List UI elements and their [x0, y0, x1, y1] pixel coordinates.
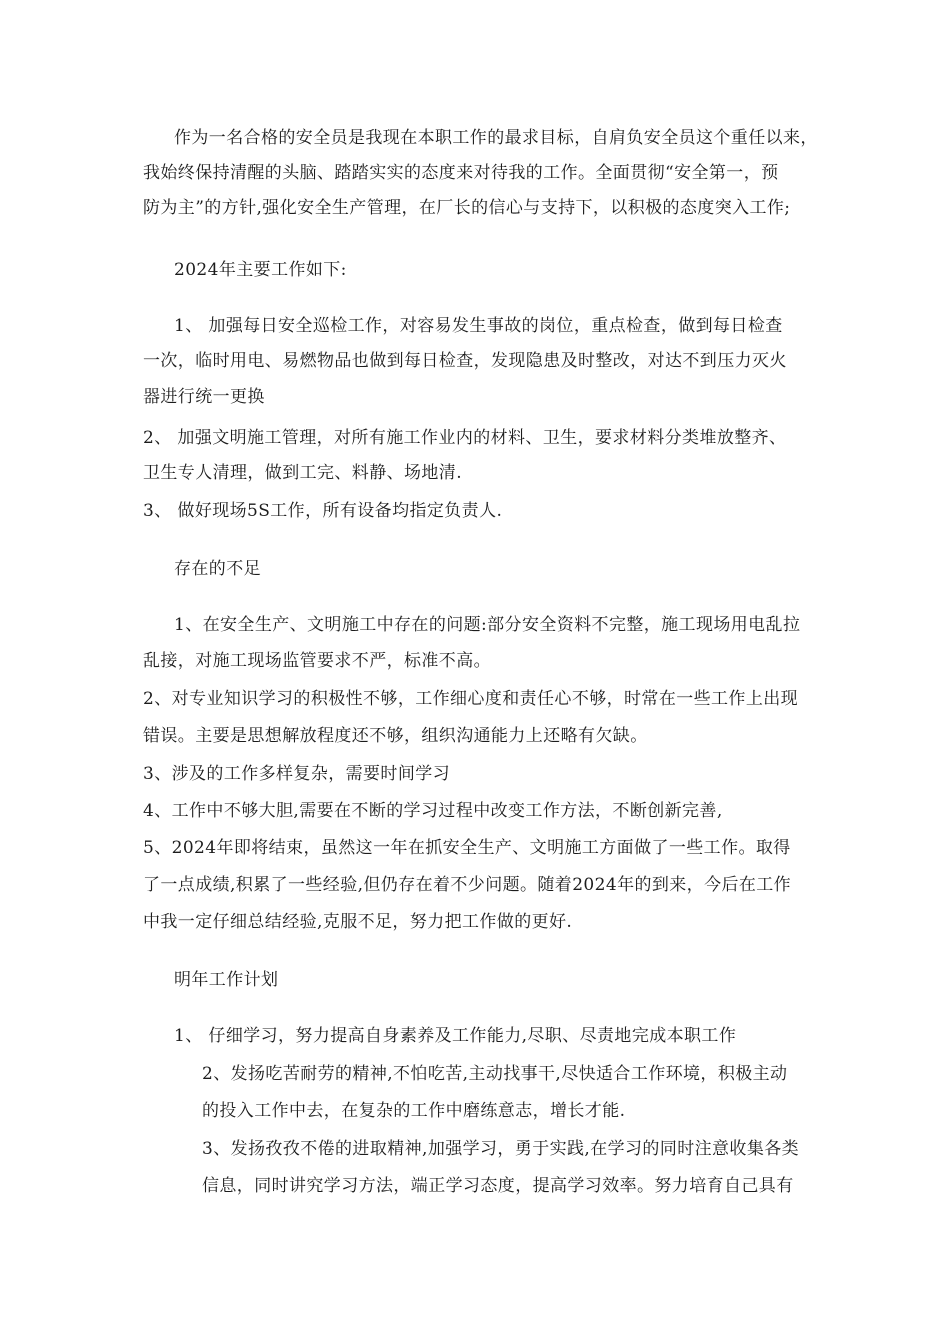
- main-work-item-line: 3、 做好现场5S工作，所有设备均指定负责人.: [143, 501, 503, 521]
- main-work-item-line: 卫生专人清理，做到工完、料静、场地清.: [143, 463, 463, 483]
- section-heading-main-work: 2024年主要工作如下:: [174, 260, 347, 280]
- shortcoming-item-line: 乱接，对施工现场监管要求不严，标准不高。: [143, 651, 491, 671]
- shortcoming-item-line: 了一点成绩,积累了一些经验,但仍存在着不少问题。随着2024年的到来，今后在工作: [143, 875, 792, 895]
- intro-line: 作为一名合格的安全员是我现在本职工作的最求目标，自肩负安全员这个重任以来，: [174, 128, 818, 148]
- plan-item-line: 的投入工作中去，在复杂的工作中磨练意志，增长才能.: [202, 1101, 626, 1121]
- plan-item-line: 3、发扬孜孜不倦的进取精神,加强学习，勇于实践,在学习的同时注意收集各类: [202, 1139, 800, 1159]
- main-work-item-line: 2、 加强文明施工管理，对所有施工作业内的材料、卫生，要求材料分类堆放整齐、: [143, 428, 787, 448]
- intro-line: 防为主”的方针,强化安全生产管理，在厂长的信心与支持下，以积极的态度突入工作;: [143, 198, 791, 218]
- section-heading-shortcomings: 存在的不足: [174, 559, 261, 579]
- shortcoming-item-line: 5、2024年即将结束，虽然这一年在抓安全生产、文明施工方面做了一些工作。取得: [143, 838, 791, 858]
- plan-item-line: 1、 仔细学习，努力提高自身素养及工作能力,尽职、尽责地完成本职工作: [174, 1026, 737, 1046]
- plan-item-line: 2、发扬吃苦耐劳的精神,不怕吃苦,主动找事干,尽快适合工作环境，积极主动: [202, 1064, 788, 1084]
- plan-item-line: 信息，同时讲究学习方法，端正学习态度，提高学习效率。努力培育自己具有: [202, 1176, 794, 1196]
- main-work-item-line: 一次，临时用电、易燃物品也做到每日检查，发现隐患及时整改，对达不到压力灭火: [143, 351, 787, 371]
- main-work-item-line: 1、 加强每日安全巡检工作，对容易发生事故的岗位，重点检查，做到每日检查: [174, 316, 783, 336]
- main-work-item-line: 器进行统一更换: [143, 387, 265, 407]
- shortcoming-item-line: 2、对专业知识学习的积极性不够，工作细心度和责任心不够，时常在一些工作上出现: [143, 689, 799, 709]
- section-heading-next-year: 明年工作计划: [174, 970, 279, 990]
- intro-line: 我始终保持清醒的头脑、踏踏实实的态度来对待我的工作。全面贯彻“安全第一，预: [143, 163, 779, 183]
- shortcoming-item-line: 4、工作中不够大胆,需要在不断的学习过程中改变工作方法，不断创新完善,: [143, 801, 723, 821]
- shortcoming-item-line: 错误。主要是思想解放程度还不够，组织沟通能力上还略有欠缺。: [143, 726, 648, 746]
- shortcoming-item-line: 1、在安全生产、文明施工中存在的问题:部分安全资料不完整，施工现场用电乱拉: [174, 615, 801, 635]
- shortcoming-item-line: 中我一定仔细总结经验,克服不足，努力把工作做的更好.: [143, 912, 573, 932]
- shortcoming-item-line: 3、涉及的工作多样复杂，需要时间学习: [143, 764, 451, 784]
